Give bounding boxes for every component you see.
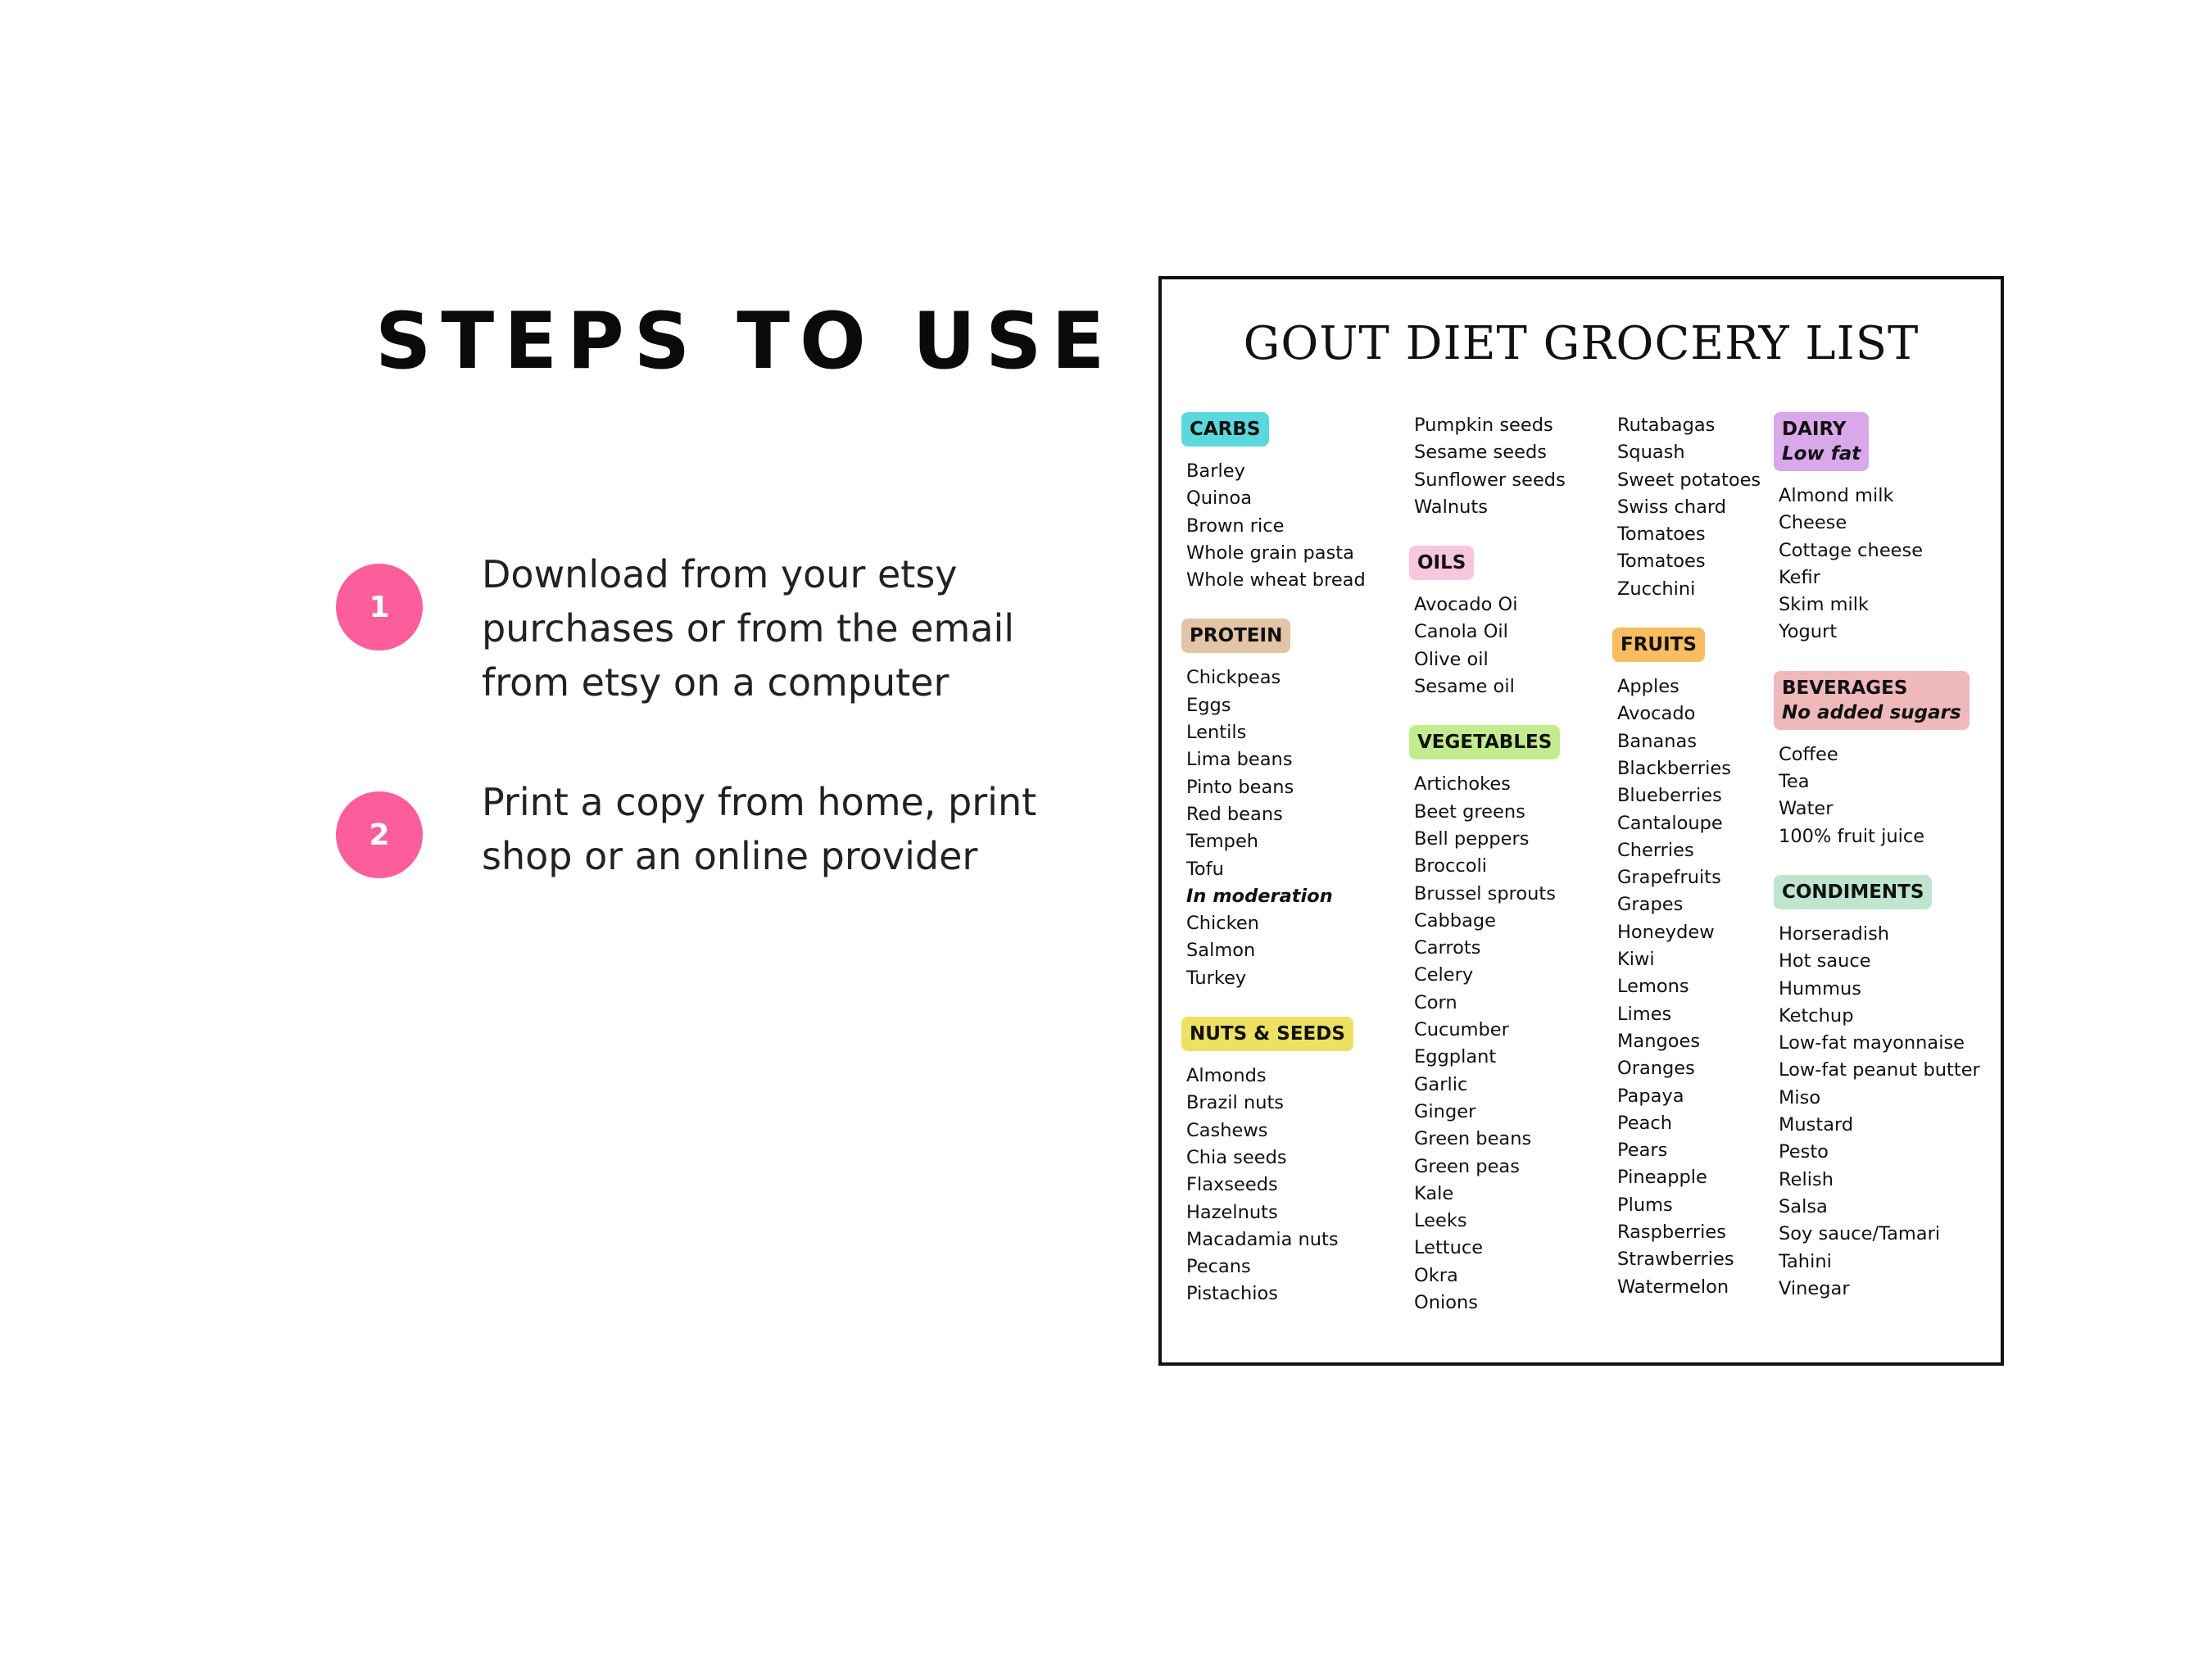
section-dairy <box>1774 412 1980 646</box>
item-list <box>1414 592 1566 700</box>
list-item: Flaxseeds <box>1186 1174 1278 1196</box>
section-beverages <box>1774 671 1980 850</box>
column-3 <box>1612 412 1761 1326</box>
list-item: Avocado <box>1617 703 1696 725</box>
list-item: Hot sauce <box>1779 950 1871 972</box>
list-item: Mangoes <box>1617 1030 1701 1052</box>
section-nuts-seeds <box>1181 1017 1366 1308</box>
list-item: Eggplant <box>1414 1046 1497 1068</box>
list-item: Beet greens <box>1414 800 1525 823</box>
list-item: Cheese <box>1779 512 1847 534</box>
step-number-badge: 1 <box>336 564 423 650</box>
list-item: Horseradish <box>1779 922 1890 945</box>
list-item: Plums <box>1617 1194 1673 1216</box>
list-item: Blueberries <box>1617 785 1722 807</box>
list-item: Miso <box>1779 1086 1821 1108</box>
list-item: Peach <box>1617 1112 1673 1134</box>
list-item: Green peas <box>1414 1155 1520 1177</box>
category-tag-oils: OILS <box>1409 546 1474 580</box>
list-item: Cantaloupe <box>1617 812 1723 834</box>
grocery-list-sheet <box>1158 276 2004 1366</box>
list-item: Bell peppers <box>1414 827 1530 850</box>
list-item: Pistachios <box>1186 1283 1279 1305</box>
list-item: Lima beans <box>1186 749 1293 771</box>
list-item: Sunflower seeds <box>1414 469 1566 491</box>
list-item: Brussel sprouts <box>1414 882 1556 904</box>
list-item: Sesame oil <box>1414 676 1515 698</box>
category-tag-condiments: CONDIMENTS <box>1774 875 1932 909</box>
category-tag-carbs: CARBS <box>1181 412 1269 446</box>
list-item: Kale <box>1414 1182 1454 1204</box>
list-item: Almonds <box>1186 1065 1267 1087</box>
list-item: Pecans <box>1186 1256 1251 1278</box>
tag-label: BEVERAGES <box>1782 677 1908 699</box>
list-item: Tomatoes <box>1617 551 1706 573</box>
column-2 <box>1409 412 1566 1341</box>
section-condiments <box>1774 875 1980 1303</box>
list-item: Cabbage <box>1414 909 1496 931</box>
list-item: Mustard <box>1779 1114 1854 1136</box>
category-tag-vegetables: VEGETABLES <box>1409 725 1560 759</box>
list-item: Lemons <box>1617 976 1689 998</box>
item-list <box>1779 921 1980 1303</box>
tag-label: DAIRY <box>1782 419 1847 440</box>
list-item: Okra <box>1414 1264 1458 1286</box>
list-item: Grapefruits <box>1617 867 1721 889</box>
list-item: Low-fat mayonnaise <box>1779 1032 1965 1054</box>
item-list <box>1617 673 1761 1301</box>
list-item: Soy sauce/Tamari <box>1779 1223 1941 1245</box>
list-item: Eggs <box>1186 694 1231 716</box>
list-item: Cottage cheese <box>1779 539 1924 561</box>
list-item: Papaya <box>1617 1085 1684 1107</box>
list-item: Hummus <box>1779 977 1861 999</box>
list-item: Strawberries <box>1617 1249 1734 1271</box>
list-item: Cashews <box>1186 1119 1268 1141</box>
list-item: Cherries <box>1617 839 1694 861</box>
section-vegetables <box>1409 725 1566 1317</box>
list-item: Kiwi <box>1617 949 1655 971</box>
list-item: Pumpkin seeds <box>1414 415 1553 436</box>
list-item: Vinegar <box>1779 1277 1850 1299</box>
list-item: Ginger <box>1414 1100 1476 1122</box>
list-item: Cucumber <box>1414 1019 1509 1041</box>
item-list <box>1414 412 1566 521</box>
category-tag-beverages <box>1774 671 1969 730</box>
list-item: Tofu <box>1186 858 1224 880</box>
list-item: Salsa <box>1779 1195 1828 1217</box>
list-item: Red beans <box>1186 803 1283 825</box>
list-item: Olive oil <box>1414 648 1489 670</box>
item-list <box>1779 483 1980 646</box>
list-item: Green beans <box>1414 1128 1532 1150</box>
list-item: Rutabagas <box>1617 415 1716 436</box>
item-list <box>1186 458 1366 594</box>
list-item: Zucchini <box>1617 578 1696 600</box>
list-item: Chickpeas <box>1186 667 1281 689</box>
list-item: Barley <box>1186 460 1245 482</box>
list-item: Squash <box>1617 442 1685 464</box>
list-item: Coffee <box>1779 743 1838 765</box>
item-list <box>1779 741 1980 850</box>
list-item: Artichokes <box>1414 773 1511 796</box>
list-item: Honeydew <box>1617 921 1715 943</box>
list-item: Leeks <box>1414 1210 1467 1232</box>
list-item: Almond milk <box>1779 485 1894 506</box>
section-protein <box>1181 619 1366 992</box>
list-item: Macadamia nuts <box>1186 1228 1339 1250</box>
list-item: Apples <box>1617 676 1679 698</box>
category-tag-protein: PROTEIN <box>1181 619 1290 653</box>
list-item: Pineapple <box>1617 1167 1707 1189</box>
list-item: Tomatoes <box>1617 524 1706 546</box>
list-item: Lentils <box>1186 722 1247 744</box>
list-item: Garlic <box>1414 1073 1468 1095</box>
step-text: Print a copy from home, print shop or an online provider <box>482 780 1037 878</box>
section-fruits <box>1612 628 1761 1301</box>
list-item: Skim milk <box>1779 594 1870 616</box>
column-1 <box>1181 412 1366 1333</box>
item-list <box>1617 412 1761 603</box>
list-item: Carrots <box>1414 937 1481 959</box>
list-item: 100% fruit juice <box>1779 825 1925 847</box>
list-item: Water <box>1779 798 1834 820</box>
section-nuts-seeds-continued <box>1409 412 1566 521</box>
step-number-badge: 2 <box>336 791 423 878</box>
list-item: Blackberries <box>1617 757 1731 779</box>
list-item: Celery <box>1414 964 1474 986</box>
item-list <box>1414 771 1566 1317</box>
category-tag-fruits: FRUITS <box>1612 628 1705 662</box>
list-item: Chicken <box>1186 913 1259 935</box>
tag-sublabel: Low fat <box>1782 443 1861 465</box>
list-item: Chia seeds <box>1186 1146 1287 1168</box>
list-item: Limes <box>1617 1003 1672 1025</box>
list-item: Pesto <box>1779 1141 1829 1163</box>
list-item: Brown rice <box>1186 514 1285 537</box>
category-tag-dairy <box>1774 412 1869 471</box>
list-item: Relish <box>1779 1168 1834 1190</box>
list-item: Tahini <box>1779 1250 1832 1272</box>
section-oils <box>1409 546 1566 700</box>
moderation-label: In moderation <box>1186 885 1333 907</box>
list-item: Lettuce <box>1414 1237 1484 1259</box>
list-item: Ketchup <box>1779 1004 1854 1027</box>
item-list <box>1186 664 1366 992</box>
list-item: Avocado Oi <box>1414 594 1518 616</box>
list-item: Sweet potatoes <box>1617 469 1761 491</box>
list-item: Tempeh <box>1186 831 1259 853</box>
list-item: Hazelnuts <box>1186 1201 1278 1223</box>
list-item: Brazil nuts <box>1186 1092 1285 1114</box>
list-item: Whole wheat bread <box>1186 569 1366 592</box>
list-item: Walnuts <box>1414 496 1488 518</box>
list-item: Swiss chard <box>1617 496 1727 518</box>
list-item: Broccoli <box>1414 855 1487 877</box>
list-item: Corn <box>1414 991 1457 1013</box>
list-item: Kefir <box>1779 566 1820 588</box>
list-item: Turkey <box>1186 967 1247 989</box>
item-list <box>1186 1063 1366 1308</box>
tag-sublabel: No added sugars <box>1782 701 1961 723</box>
step-text: Download from your etsy purchases or from the email from etsy on a computer <box>482 552 1015 705</box>
list-item: Grapes <box>1617 894 1684 916</box>
column-4 <box>1774 412 1980 1327</box>
category-tag-nuts-seeds: NUTS & SEEDS <box>1181 1017 1353 1051</box>
list-item: Whole grain pasta <box>1186 542 1354 564</box>
list-item: Onions <box>1414 1292 1478 1314</box>
list-item: Canola Oil <box>1414 621 1508 643</box>
list-item: Yogurt <box>1779 621 1838 643</box>
list-item: Tea <box>1779 771 1810 793</box>
list-item: Bananas <box>1617 730 1698 752</box>
list-item: Quinoa <box>1186 487 1253 510</box>
list-item: Oranges <box>1617 1058 1695 1080</box>
list-item: Low-fat peanut butter <box>1779 1059 1980 1081</box>
list-item: Sesame seeds <box>1414 442 1547 464</box>
section-vegetables-continued <box>1612 412 1761 603</box>
section-carbs <box>1181 412 1366 594</box>
steps-title: STEPS TO USE <box>375 297 1115 387</box>
list-item: Raspberries <box>1617 1222 1726 1244</box>
list-item: Salmon <box>1186 940 1256 962</box>
list-item: Pears <box>1617 1140 1668 1162</box>
sheet-title: GOUT DIET GROCERY LIST <box>1243 317 1920 370</box>
list-item: Pinto beans <box>1186 776 1294 798</box>
list-item: Watermelon <box>1617 1276 1729 1298</box>
